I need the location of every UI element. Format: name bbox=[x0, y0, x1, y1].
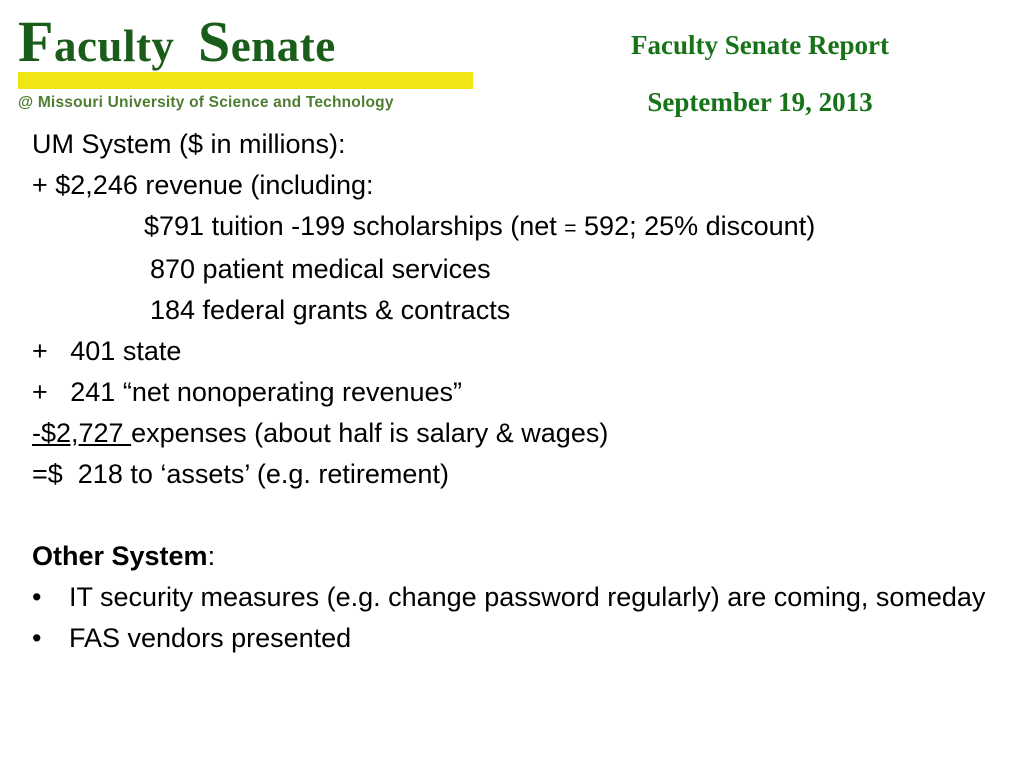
bullet-icon: • bbox=[32, 582, 42, 612]
list-item bbox=[32, 618, 1012, 659]
other-system-label: Other System bbox=[32, 541, 208, 571]
expenses-description: expenses (about half is salary & wages) bbox=[131, 418, 609, 448]
other-system-heading bbox=[32, 536, 1012, 577]
list-item-label: IT security measures (e.g. change password regularly) are coming, someday bbox=[69, 582, 986, 612]
logo-faculty-rest: aculty bbox=[53, 21, 175, 71]
spacer bbox=[32, 495, 1012, 536]
patient-services-line: 870 patient medical services bbox=[150, 254, 491, 284]
list-item-label: FAS vendors presented bbox=[69, 623, 352, 653]
logo-s-cap: S bbox=[197, 9, 231, 74]
tuition-line-part-b: 592; 25% discount) bbox=[576, 211, 816, 241]
other-system-colon: : bbox=[207, 541, 216, 571]
state-line: + 401 state bbox=[32, 336, 182, 366]
expenses-amount: -$2,727 bbox=[32, 418, 132, 448]
slide-body bbox=[32, 124, 1012, 659]
tuition-line-equals: = bbox=[564, 217, 577, 240]
tuition-line bbox=[32, 206, 1012, 249]
revenue-line: + $2,246 revenue (including: bbox=[32, 170, 374, 200]
slide-header bbox=[0, 0, 1024, 118]
federal-grants-line: 184 federal grants & contracts bbox=[150, 295, 511, 325]
bullet-icon: • bbox=[32, 623, 42, 653]
slide-title-block bbox=[520, 28, 1000, 119]
logo-f-cap: F bbox=[18, 9, 54, 74]
nonoperating-revenues-line: + 241 “net nonoperating revenues” bbox=[32, 377, 463, 407]
page-title: Faculty Senate Report bbox=[631, 30, 889, 60]
tuition-line-part-a: $791 tuition -199 scholarships (net bbox=[144, 211, 565, 241]
logo-senate-rest: enate bbox=[230, 21, 336, 71]
faculty-senate-logo bbox=[18, 9, 478, 112]
logo-wordmark bbox=[18, 9, 478, 74]
expenses-line bbox=[32, 413, 1012, 454]
um-system-heading: UM System ($ in millions): bbox=[32, 129, 346, 159]
logo-yellow-bar bbox=[18, 72, 473, 89]
assets-line: =$ 218 to ‘assets’ (e.g. retirement) bbox=[32, 459, 449, 489]
list-item bbox=[32, 577, 1012, 618]
logo-subtitle: @ Missouri University of Science and Technology bbox=[18, 94, 394, 111]
page-date: September 19, 2013 bbox=[647, 87, 873, 117]
